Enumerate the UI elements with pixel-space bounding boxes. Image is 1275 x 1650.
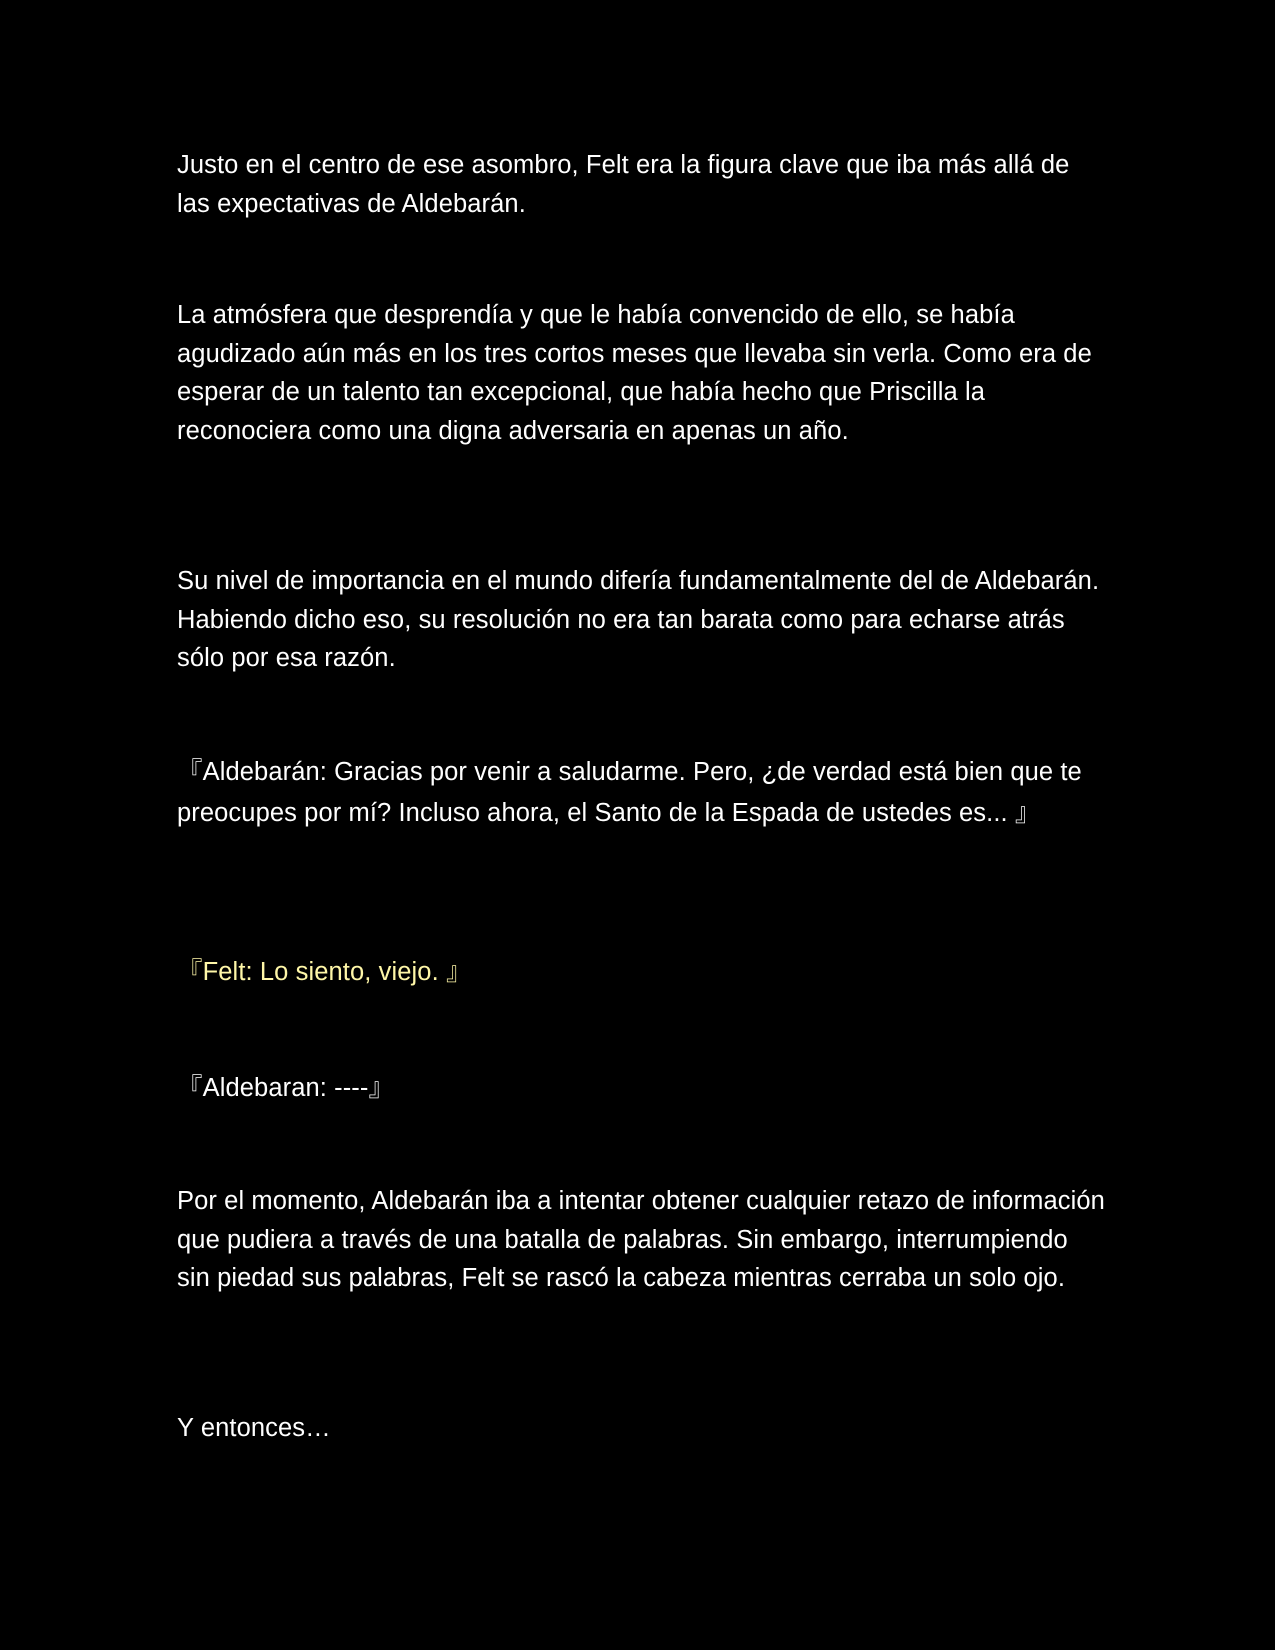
closing-line: Y entonces… (177, 1414, 331, 1442)
dialogue-line-aldebaran-silence: 『Aldebaran: ----』 (177, 1074, 395, 1102)
narration-paragraph: Justo en el centro de ese asombro, Felt era la figura clave que iba más allá de las expectativas de Aldebarán. (177, 151, 1070, 218)
dialogue-line-felt: 『Felt: Lo siento, viejo. 』 (177, 958, 472, 986)
narration-paragraph: Su nivel de importancia en el mundo difería fundamentalmente del de Aldebarán. Habiendo dicho eso, su resolución no era tan barata como para echarse atrás sólo por esa razón. (177, 567, 1100, 673)
dialogue-line-aldebaran: 『Aldebarán: Gracias por venir a saludarme. Pero, ¿de verdad está bien que te preocupes por mí? Incluso ahora, el Santo de la Espada de ustedes es... 』 (177, 758, 1082, 827)
narration-paragraph: Por el momento, Aldebarán iba a intentar obtener cualquier retazo de información que pudiera a través de una batalla de palabras. Sin embargo, interrumpiendo sin piedad sus palabras, Felt se rascó la cabeza mientras cerraba un solo ojo. (177, 1187, 1105, 1293)
narration-paragraph: La atmósfera que desprendía y que le había convencido de ello, se había agudizado aún más en los tres cortos meses que llevaba sin verla. Como era de esperar de un talento tan excepcional, que había hecho que Priscilla la reconociera como una digna adversaria en apenas un año. (177, 301, 1092, 445)
